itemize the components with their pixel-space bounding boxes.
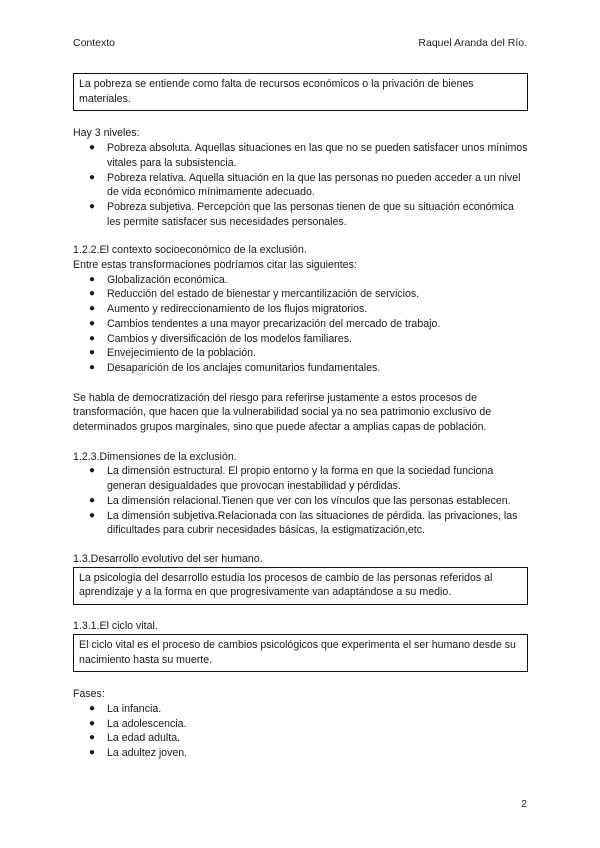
section-heading-1-2-3: 1.2.3.Dimensiones de la exclusión. [73, 450, 237, 463]
bullet-icon: ● [89, 717, 96, 729]
list-item: ● La dimensión estructural. El propio entorno y la forma en que la sociedad funciona generan desigualdades que provocan inestabilidad y pérdidas. [89, 465, 494, 493]
list-item: ● La adolescencia. [89, 717, 187, 730]
bullet-icon: ● [89, 142, 96, 154]
list-item: ● Reducción del estado de bienestar y mercantilización de servicios. [89, 288, 420, 301]
definition-box-psychology [73, 567, 528, 605]
bullet-icon: ● [89, 702, 96, 714]
page-content [73, 73, 528, 761]
list-item: ● Aumento y redireccionamiento de los flujos migratorios. [89, 303, 368, 316]
definition-text: La psicología del desarrollo estudia los procesos de cambio de las personas referidos al aprendizaje y a la forma en que progresivamente van adaptándose a su medio. [79, 571, 493, 599]
list-item: ● La edad adulta. [89, 732, 181, 745]
list-item: ● Pobreza subjetiva. Percepción que las personas tienen de que su situación económica les permite satisfacer sus necesidades personales. [89, 200, 514, 228]
header-title: Contexto [73, 37, 116, 49]
bullet-icon: ● [89, 465, 96, 477]
list-item: ● La adultez joven. [89, 747, 188, 760]
list-item: ● Envejecimiento de la población. [89, 347, 256, 360]
bullet-icon: ● [89, 347, 96, 359]
risk-paragraph: Se habla de democratización del riesgo para referirse justamente a estos procesos de transformación, que hacen que la vulnerabilidad social ya no sea patrimonio exclusivo de determinados grupos marginales, sino que puede afectar a amplias capas de población. [73, 391, 492, 434]
list-item: ● Globalización económica. [89, 273, 228, 286]
definition-text: La pobreza se entiende como falta de recursos económicos o la privación de bienes materiales. [79, 78, 474, 105]
list-item: ● Cambios tendentes a una mayor precarización del mercado de trabajo. [89, 317, 441, 330]
phases-list [73, 702, 528, 761]
bullet-icon: ● [89, 494, 96, 506]
definition-box-poverty [73, 73, 528, 111]
header-author: Raquel Aranda del Río. [418, 37, 527, 49]
list-item: ● La dimensión subjetiva.Relacionada con las situaciones de pérdida. las privaciones, las dificultades para cubrir necesidades básicas, la estigmatización,etc. [89, 509, 518, 537]
bullet-icon: ● [89, 303, 96, 315]
dimensions-list [73, 464, 528, 538]
bullet-icon: ● [89, 200, 96, 212]
bullet-icon: ● [89, 509, 96, 521]
list-item: ● Pobreza relativa. Aquella situación en la que las personas no pueden acceder a un nivel de vida económico mínimamente adecuado. [89, 171, 521, 199]
levels-intro: Hay 3 niveles: [73, 127, 140, 140]
transformations-list [73, 273, 528, 376]
bullet-icon: ● [89, 747, 96, 759]
section-heading-1-3-1: 1.3.1.El ciclo vital. [73, 620, 158, 633]
bullet-icon: ● [89, 288, 96, 300]
bullet-icon: ● [89, 171, 96, 183]
bullet-icon: ● [89, 732, 96, 744]
section-intro: Entre estas transformaciones podríamos citar las siguientes: [73, 259, 357, 272]
definition-text: El ciclo vital es el proceso de cambios psicológicos que experimenta el ser humano desde su nacimiento hasta su muerte. [79, 638, 516, 666]
phases-intro: Fases: [73, 688, 105, 701]
page-number: 2 [521, 798, 527, 810]
list-item: ● La dimensión relacional.Tienen que ver con los vínculos que las personas establecen. [89, 494, 511, 507]
bullet-icon: ● [89, 273, 96, 285]
bullet-icon: ● [89, 332, 96, 344]
definition-box-life-cycle [73, 634, 528, 672]
list-item: ● La infancia. [89, 702, 162, 715]
bullet-icon: ● [89, 361, 96, 373]
section-heading-1-3: 1.3.Desarrollo evolutivo del ser humano. [73, 552, 263, 565]
section-heading-1-2-2: 1.2.2.El contexto socioeconómico de la exclusión. [73, 244, 307, 257]
list-item: ● Desaparición de los anclajes comunitarios fundamentales. [89, 361, 381, 374]
levels-list [73, 141, 528, 229]
bullet-icon: ● [89, 317, 96, 329]
list-item: ● Cambios y diversificación de los modelos familiares. [89, 332, 352, 345]
list-item: ● Pobreza absoluta. Aquellas situaciones en las que no se pueden satisfacer unos mínimos vitales para la subsistencia. [89, 142, 528, 169]
